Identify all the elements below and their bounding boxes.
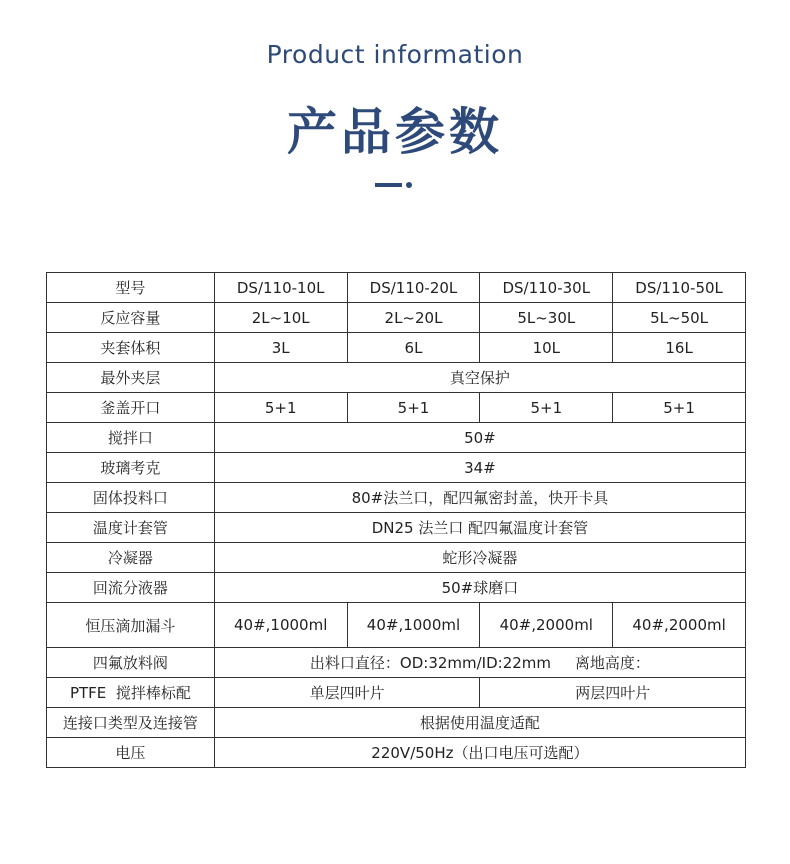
value-cell: 10L xyxy=(480,333,613,363)
value-cell: 2L~20L xyxy=(347,303,480,333)
table-row-lid-openings xyxy=(47,393,746,423)
value-cell: 单层四叶片 xyxy=(214,678,480,708)
value-cell: 5+1 xyxy=(347,393,480,423)
table-row-stirring-port xyxy=(47,423,746,453)
model-cell: DS/110-10L xyxy=(214,273,347,303)
table-row-outer-jacket xyxy=(47,363,746,393)
model-cell: DS/110-20L xyxy=(347,273,480,303)
table-row-condenser xyxy=(47,543,746,573)
table-row-connection-type xyxy=(47,708,746,738)
value-cell: 3L xyxy=(214,333,347,363)
spec-table xyxy=(46,272,746,768)
value-cell: 2L~10L xyxy=(214,303,347,333)
row-label: 温度计套管 xyxy=(47,513,215,543)
model-cell: DS/110-30L xyxy=(480,273,613,303)
page-title: 产品参数 xyxy=(287,103,503,161)
value-cell: 40#,1000ml xyxy=(214,603,347,648)
value-cell: 6L xyxy=(347,333,480,363)
table-row-glass-stopcock xyxy=(47,453,746,483)
value-cell: 40#,2000ml xyxy=(613,603,746,648)
row-label: 回流分液器 xyxy=(47,573,215,603)
value-cell: 40#,1000ml xyxy=(347,603,480,648)
row-label: 夹套体积 xyxy=(47,333,215,363)
row-label: 连接口类型及连接管 xyxy=(47,708,215,738)
table-row-thermometer-sleeve xyxy=(47,513,746,543)
table-row-stir-rod xyxy=(47,678,746,708)
value-cell: 34# xyxy=(214,453,745,483)
value-cell: 220V/50Hz（出口电压可选配） xyxy=(214,738,745,768)
value-cell: 蛇形冷凝器 xyxy=(214,543,745,573)
table-row-voltage xyxy=(47,738,746,768)
value-cell: 5L~50L xyxy=(613,303,746,333)
value-cell: 50# xyxy=(214,423,745,453)
value-cell: 5+1 xyxy=(214,393,347,423)
row-label: 釜盖开口 xyxy=(47,393,215,423)
table-row-model xyxy=(47,273,746,303)
value-cell: 5+1 xyxy=(480,393,613,423)
divider-dot xyxy=(406,182,412,188)
value-cell: 5L~30L xyxy=(480,303,613,333)
value-cell: 50#球磨口 xyxy=(214,573,745,603)
row-label: PTFE 搅拌棒标配 xyxy=(47,678,215,708)
row-label: 型号 xyxy=(47,273,215,303)
table-row-discharge-valve xyxy=(47,648,746,678)
value-cell: 80#法兰口，配四氟密封盖，快开卡具 xyxy=(214,483,745,513)
row-label: 最外夹层 xyxy=(47,363,215,393)
table-row-solid-feed-port xyxy=(47,483,746,513)
value-cell: DN25 法兰口 配四氟温度计套管 xyxy=(214,513,745,543)
row-label: 恒压滴加漏斗 xyxy=(47,603,215,648)
value-cell: 出料口直径：OD:32mm/ID:22mm 离地高度： xyxy=(214,648,745,678)
value-cell: 5+1 xyxy=(613,393,746,423)
row-label: 四氟放料阀 xyxy=(47,648,215,678)
row-label: 搅拌口 xyxy=(47,423,215,453)
section-subtitle: Product information xyxy=(266,40,524,69)
table-row-dropping-funnel xyxy=(47,603,746,648)
row-label: 玻璃考克 xyxy=(47,453,215,483)
row-label: 电压 xyxy=(47,738,215,768)
table-row-jacket-volume xyxy=(47,333,746,363)
row-label: 反应容量 xyxy=(47,303,215,333)
value-cell: 根据使用温度适配 xyxy=(214,708,745,738)
table-row-capacity xyxy=(47,303,746,333)
value-cell: 40#,2000ml xyxy=(480,603,613,648)
value-cell: 真空保护 xyxy=(214,363,745,393)
model-cell: DS/110-50L xyxy=(613,273,746,303)
divider-bar xyxy=(375,183,402,187)
value-cell: 16L xyxy=(613,333,746,363)
value-cell: 两层四叶片 xyxy=(480,678,746,708)
row-label: 固体投料口 xyxy=(47,483,215,513)
row-label: 冷凝器 xyxy=(47,543,215,573)
table-row-reflux-separator xyxy=(47,573,746,603)
title-divider xyxy=(375,182,415,188)
